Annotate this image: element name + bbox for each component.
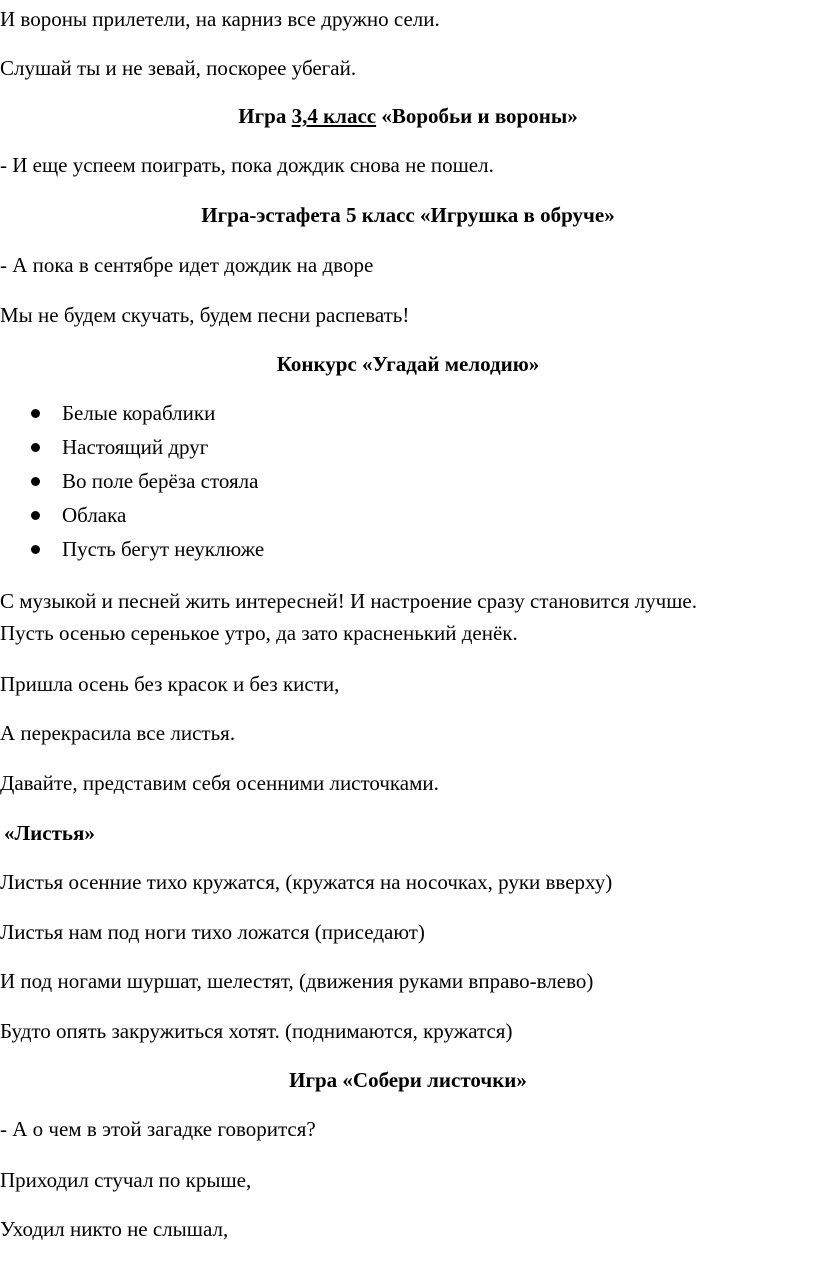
list-item-text: Настоящий друг	[62, 435, 209, 459]
heading-underlined-part: 3,4 класс	[291, 104, 377, 128]
bullet-icon	[31, 409, 40, 418]
list-item	[0, 503, 264, 537]
song-list	[0, 401, 264, 571]
text-line: Уходил никто не слышал,	[0, 1217, 229, 1241]
text-line: Пришла осень без красок и без кисти,	[0, 672, 340, 696]
bullet-icon	[31, 545, 40, 554]
text-line: - А о чем в этой загадке говорится?	[0, 1117, 316, 1141]
text-line: Пусть осенью серенькое утро, да зато красненький денёк.	[0, 621, 518, 645]
heading-part: Игра	[238, 104, 292, 128]
heading-leaves: «Листья»	[4, 821, 95, 845]
text-line: Давайте, представим себя осенними листочками.	[0, 771, 439, 795]
heading-part: «Воробьи и вороны»	[376, 104, 578, 128]
text-line: Мы не будем скучать, будем песни распевать!	[0, 303, 410, 327]
heading-game-sparrows	[0, 104, 816, 128]
list-item-text: Пусть бегут неуклюже	[62, 537, 265, 561]
text-line: Приходил стучал по крыше,	[0, 1168, 252, 1192]
list-item	[0, 537, 264, 571]
bullet-icon	[31, 511, 40, 520]
text-line: С музыкой и песней жить интересней! И настроение сразу становится лучше.	[0, 589, 697, 613]
text-line: Листья нам под ноги тихо ложатся (приседают)	[0, 920, 425, 944]
text-line: - И еще успеем поиграть, пока дождик снова не пошел.	[0, 153, 494, 177]
heading-guess-melody: Конкурс «Угадай мелодию»	[276, 352, 540, 376]
text-line: Будто опять закружиться хотят. (поднимаются, кружатся)	[0, 1019, 513, 1043]
text-line: И вороны прилетели, на карниз все дружно сели.	[0, 7, 440, 31]
heading-relay-game: Игра-эстафета 5 класс «Игрушка в обруче»	[201, 203, 615, 227]
text-line: - А пока в сентябре идет дождик на дворе	[0, 253, 374, 277]
list-item-text: Белые кораблики	[62, 401, 216, 425]
text-line: Листья осенние тихо кружатся, (кружатся на носочках, руки вверху)	[0, 870, 613, 894]
list-item	[0, 469, 264, 503]
list-item-text: Облака	[62, 503, 127, 527]
list-item	[0, 401, 264, 435]
heading-collect-leaves: Игра «Собери листочки»	[289, 1068, 527, 1092]
bullet-icon	[31, 443, 40, 452]
bullet-icon	[31, 477, 40, 486]
list-item-text: Во поле берёза стояла	[62, 469, 259, 493]
text-line: Слушай ты и не зевай, поскорее убегай.	[0, 56, 357, 80]
text-line: А перекрасила все листья.	[0, 721, 236, 745]
text-line: И под ногами шуршат, шелестят, (движения руками вправо-влево)	[0, 969, 594, 993]
list-item	[0, 435, 264, 469]
